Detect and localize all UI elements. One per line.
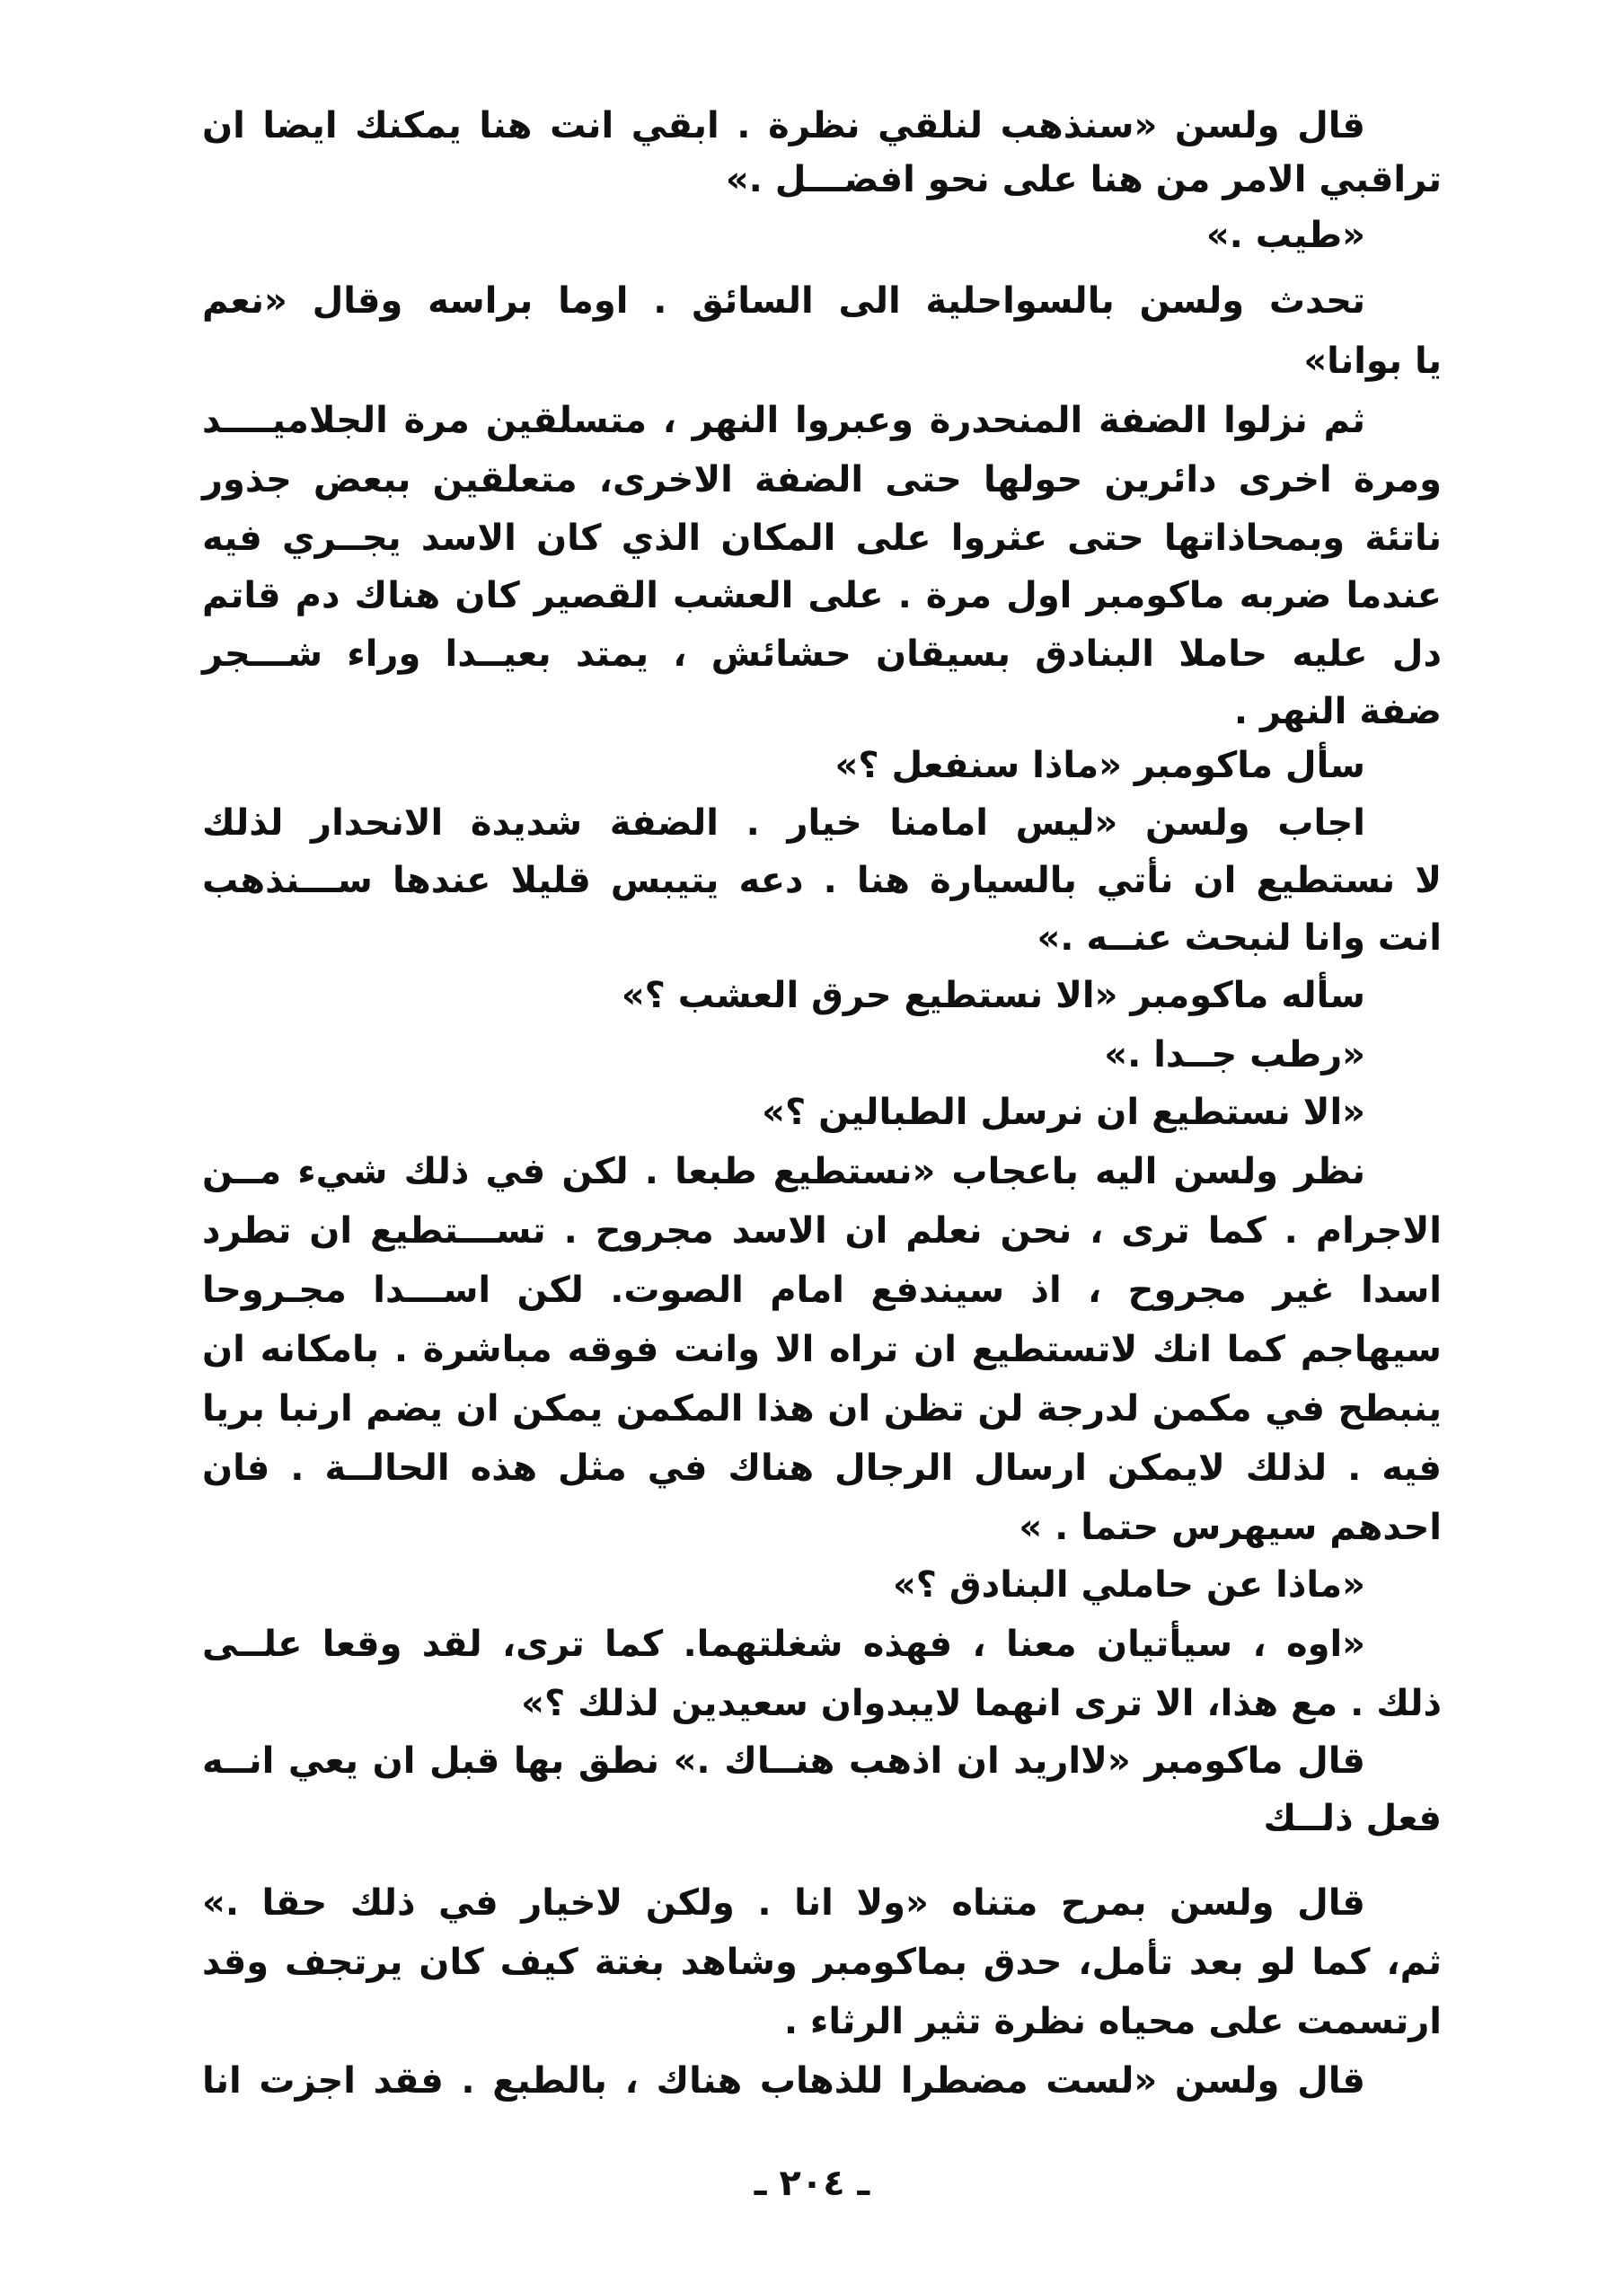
text-line: «اوه ، سيأتيان معنا ، فهذه شغلتهما. كما ترى، لقد وقعا علــى (202, 1624, 1365, 1665)
text-line: «الا نستطيع ان نرسل الطبالين ؟» (762, 1092, 1365, 1133)
text-line: ضفة النهر . (1233, 691, 1442, 732)
text-line: قال ولسن «لست مضطرا للذهاب هناك ، بالطبع . فقد اجزت انا (202, 2060, 1365, 2102)
text-line: «ماذا عن حاملي البنادق ؟» (892, 1564, 1365, 1606)
page-number: ـ ٢٠٤ ـ (754, 2163, 870, 2204)
text-line: تراقبي الامر من هنا على نحو افضـــل .» (725, 159, 1442, 200)
text-line: فيه . لذلك لايمكن ارسال الرجال هناك في مثل هذه الحالــة . فان (202, 1447, 1442, 1489)
text-line: يا بوانا» (1303, 341, 1442, 382)
text-line: ثم نزلوا الضفة المنحدرة وعبروا النهر ، متسلقين مرة الجلاميــــد (202, 400, 1365, 441)
text-line: تحدث ولسن بالسواحلية الى السائق . اوما براسه وقال «نعم (202, 280, 1365, 322)
text-line: ينبطح في مكمن لدرجة لن تظن ان هذا المكمن يمكن ان يضم ارنبا بريا (202, 1388, 1442, 1430)
text-line: سأل ماكومبر «ماذا سنفعل ؟» (834, 745, 1365, 786)
text-line: ارتسمت على محياه نظرة تثير الرثاء . (783, 2001, 1442, 2042)
text-line: اسدا غير مجروح ، اذ سيندفع امام الصوت. لكن اســـدا مجـروحا (202, 1270, 1442, 1311)
text-line: ذلك . مع هذا، الا ترى انهما لايبدوان سعيدين لذلك ؟» (521, 1683, 1442, 1724)
text-line: قال ماكومبر «لااريد ان اذهب هنــاك .» نطق بها قبل ان يعي انــه (202, 1740, 1365, 1782)
text-line: ومرة اخرى دائرين حولها حتى الضفة الاخرى، متعلقين ببعض جذور (202, 459, 1442, 500)
text-line: سأله ماكومبر «الا نستطيع حرق العشب ؟» (621, 975, 1365, 1016)
text-line: سيهاجم كما انك لاتستطيع ان تراه الا وانت فوقه مباشرة . بامكانه ان (202, 1329, 1442, 1370)
text-line: نظر ولسن اليه باعجاب «نستطيع طبعا . لكن في ذلك شيء مــن (202, 1151, 1365, 1192)
text-line: دل عليه حاملا البنادق بسيقان حشائش ، يمتد بعيــدا وراء شـــجر (202, 633, 1442, 675)
text-line: ناتئة وبمحاذاتها حتى عثروا على المكان الذي كان الاسد يجــري فيه (202, 518, 1442, 559)
text-line: الاجرام . كما ترى ، نحن نعلم ان الاسد مجروح . تســـتطيع ان تطرد (202, 1210, 1442, 1252)
text-line: ثم، كما لو بعد تأمل، حدق بماكومبر وشاهد بغتة كيف كان يرتجف وقد (202, 1942, 1442, 1983)
text-line: قال ولسن بمرح متناه «ولا انا . ولكن لاخيار في ذلك حقا .» (202, 1882, 1365, 1924)
text-line: قال ولسن «سنذهب لنلقي نظرة . ابقي انت هنا يمكنك ايضا ان (202, 105, 1365, 146)
text-line: احدهم سيهرس حتما . » (1019, 1507, 1442, 1548)
text-line: فعل ذلــك (1263, 1798, 1442, 1839)
text-line: «رطب جــدا .» (1104, 1034, 1365, 1076)
text-line: «طيب .» (1205, 215, 1365, 256)
text-line: عندما ضربه ماكومبر اول مرة . على العشب القصير كان هناك دم قاتم (202, 575, 1442, 616)
text-line: انت وانا لنبحث عنــه .» (1037, 917, 1442, 959)
text-line: اجاب ولسن «ليس امامنا خيار . الضفة شديدة الانحدار لذلك (202, 802, 1365, 844)
text-line: لا نستطيع ان نأتي بالسيارة هنا . دعه يتيبس قليلا عندها ســـنذهب (202, 860, 1442, 901)
